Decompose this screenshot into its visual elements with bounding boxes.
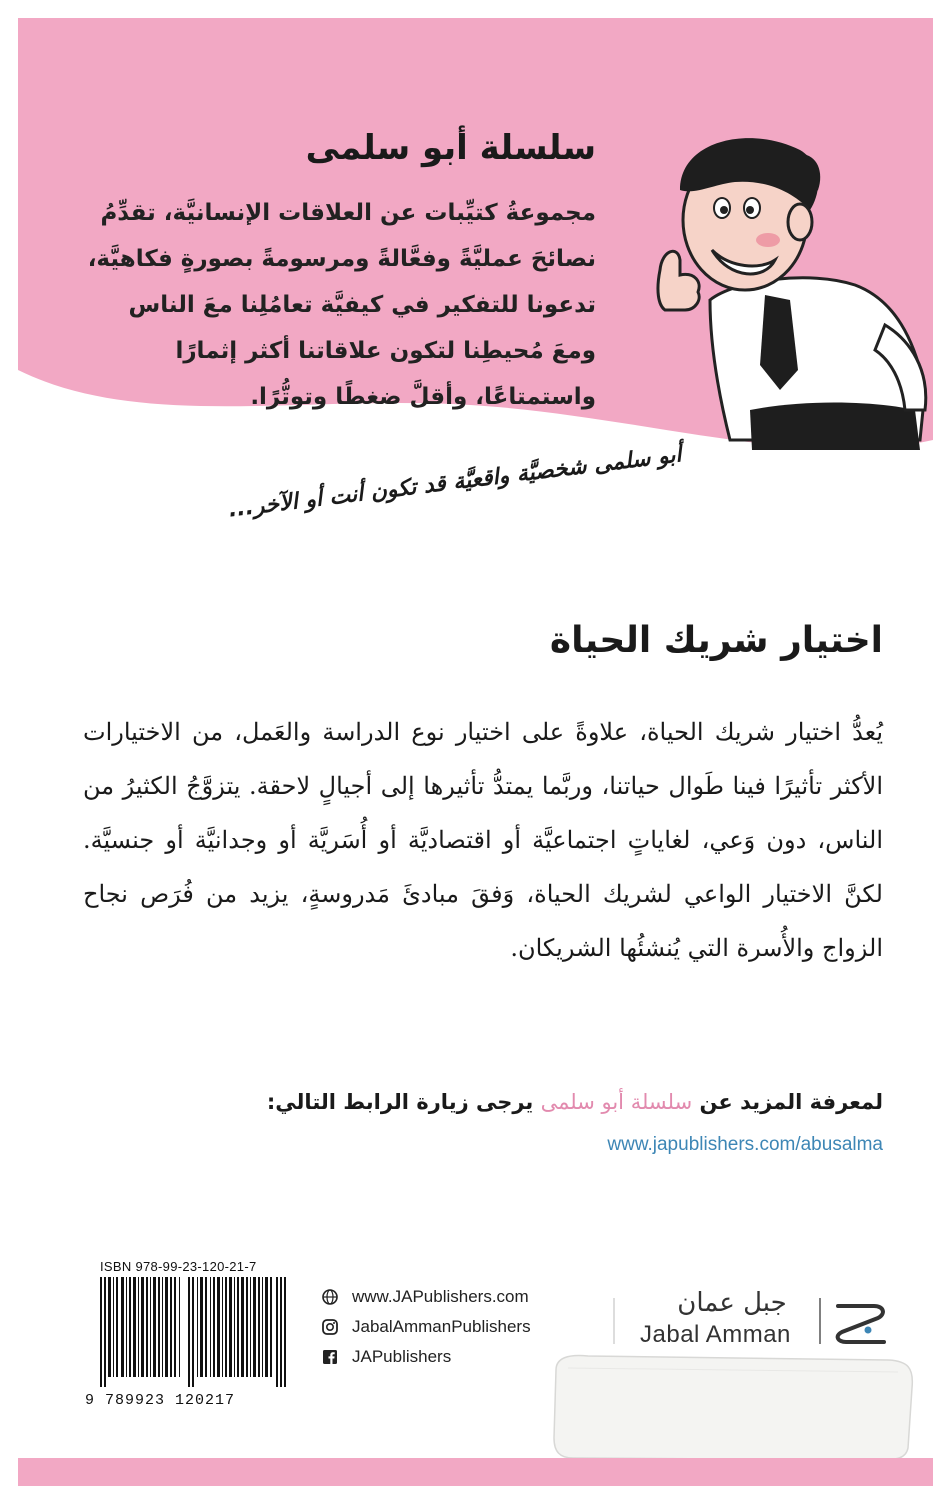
- contact-instagram-text: JabalAmmanPublishers: [352, 1317, 531, 1336]
- contact-website[interactable]: [322, 1282, 531, 1312]
- pink-footer-bar: [18, 1458, 933, 1486]
- contact-instagram[interactable]: [322, 1312, 531, 1342]
- tagline: أبو سلمى شخصيَّة واقعيَّة قد تكون أنت أو الآخر...: [227, 442, 683, 523]
- series-description-line: ومعَ مُحيطِنا لتكون علاقاتنا أكثر إثمارًا: [175, 338, 596, 364]
- series-description-line: تدعونا للتفكير في كيفيَّة تعامُلِنا معَ الناس: [128, 292, 596, 318]
- series-description-line: نصائحَ عمليَّةً وفعَّالةً ومرسومةً بصورةٍ فكاهيَّة،: [87, 246, 596, 272]
- isbn-label: ISBN 978-99-23-120-21-7: [100, 1259, 257, 1274]
- barcode-digits: 9 789923 120217: [85, 1392, 236, 1409]
- instagram-icon: [322, 1319, 338, 1335]
- price-sticker: [548, 1348, 918, 1463]
- more-info-suffix: يرجى زيارة الرابط التالي:: [266, 1090, 534, 1114]
- abu-salma-character-illustration: [640, 110, 940, 460]
- series-description-line: مجموعةُ كتيِّبات عن العلاقات الإنسانيَّة، تقدِّمُ: [100, 200, 596, 226]
- more-info-prefix: لمعرفة المزيد عن: [699, 1090, 883, 1114]
- contact-list: [322, 1282, 531, 1372]
- contact-facebook[interactable]: [322, 1342, 531, 1372]
- book-title: اختيار شريك الحياة: [549, 620, 883, 661]
- facebook-icon: [322, 1349, 338, 1365]
- contact-website-text: www.JAPublishers.com: [352, 1287, 529, 1306]
- publisher-name-arabic: جبل عمان: [677, 1288, 787, 1318]
- series-description: [87, 190, 596, 420]
- barcode: [100, 1277, 286, 1387]
- more-info-line: [123, 1090, 883, 1114]
- more-info-series-name: سلسلة أبو سلمى: [540, 1090, 693, 1114]
- publisher-name-latin: Jabal Amman: [640, 1321, 791, 1348]
- series-title: سلسلة أبو سلمى: [305, 128, 596, 168]
- book-synopsis: يُعدُّ اختيار شريك الحياة، علاوةً على اختيار نوع الدراسة والعَمل، من الاختيارات الأكثر تأثيرًا فينا طَوال حياتنا، وربَّما يمتدُّ تأثيرها إلى أجيالٍ لاحقة. يتزوَّجُ الكثيرُ من الناس، دون وَعي، لغاياتٍ اجتماعيَّة أو اقتصاديَّة أو أُسَريَّة أو وجدانيَّة أو جنسيَّة. لكنَّ الاختيار الواعي لشريك الحياة، وَفقَ مبادئَ مَدروسةٍ، يزيد من فُرَص نجاح الزواج والأُسرة التي يُنشئُها الشريكان.: [83, 718, 883, 962]
- contact-facebook-text: JAPublishers: [352, 1347, 452, 1366]
- globe-icon: [322, 1289, 338, 1305]
- series-description-line: واستمتاعًا، وأقلَّ ضغطًا وتوتُّرًا.: [250, 384, 596, 410]
- series-link[interactable]: www.japublishers.com/abusalma: [607, 1134, 883, 1155]
